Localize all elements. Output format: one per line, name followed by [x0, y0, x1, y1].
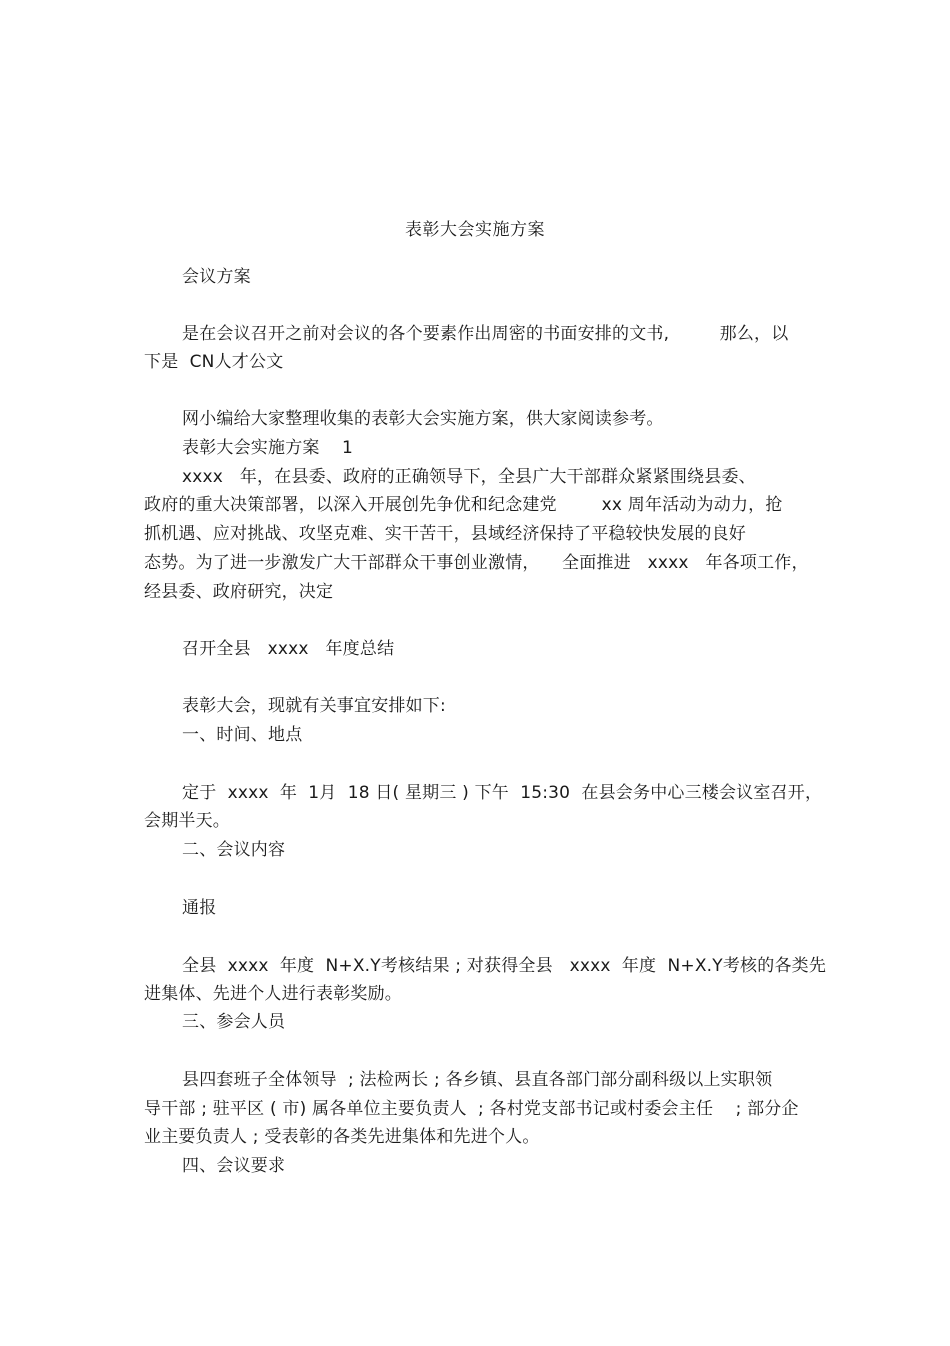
section-heading-meeting-plan: 会议方案	[182, 267, 251, 287]
paragraph-line: 通报	[182, 898, 217, 918]
paragraph-line: 定于 xxxx 年 1月 18 日( 星期三 ) 下午 15:30 在县会务中心三楼会议室召开，	[182, 783, 823, 803]
paragraph-line: 政府的重大决策部署，以深入开展创先争优和纪念建党 xx 周年活动为动力，抢	[144, 495, 783, 515]
paragraph-line: 召开全县 xxxx 年度总结	[182, 639, 395, 659]
paragraph-line: 进集体、先进个人进行表彰奖励。	[144, 984, 402, 1004]
paragraph-line: 县四套班子全体领导 ; 法检两长 ; 各乡镇、县直各部门部分副科级以上实职领	[182, 1070, 773, 1090]
paragraph-line: 是在会议召开之前对会议的各个要素作出周密的书面安排的文书, 那么，以	[182, 324, 789, 344]
paragraph-line: 态势。为了进一步激发广大干部群众干事创业激情， 全面推进 xxxx 年各项工作，	[144, 553, 809, 573]
paragraph-line: 抓机遇、应对挑战、攻坚克难、实干苦干，县域经济保持了平稳较快发展的良好	[144, 524, 746, 544]
document-title: 表彰大会实施方案	[405, 220, 545, 240]
section-heading-time-place: 一、时间、地点	[182, 725, 303, 745]
section-heading-meeting-content: 二、会议内容	[182, 840, 286, 860]
paragraph-line: 表彰大会，现就有关事宜安排如下:	[182, 696, 446, 716]
paragraph-line: 网小编给大家整理收集的表彰大会实施方案，供大家阅读参考。	[182, 409, 664, 429]
section-heading-meeting-requirements: 四、会议要求	[182, 1156, 286, 1176]
paragraph-line: xxxx 年，在县委、政府的正确领导下，全县广大干部群众紧紧围绕县委、	[182, 467, 756, 487]
paragraph-line: 业主要负责人 ; 受表彰的各类先进集体和先进个人。	[144, 1127, 540, 1147]
section-heading-plan-1: 表彰大会实施方案 1	[182, 438, 354, 458]
paragraph-line: 会期半天。	[144, 811, 230, 831]
paragraph-line: 全县 xxxx 年度 N+X.Y考核结果 ; 对获得全县 xxxx 年度 N+X.Y考核的各类先	[182, 956, 827, 976]
section-heading-attendees: 三、参会人员	[182, 1012, 286, 1032]
paragraph-line: 导干部 ; 驻平区 ( 市) 属各单位主要负责人 ; 各村党支部书记或村委会主任 ; 部分企	[144, 1099, 799, 1119]
paragraph-line: 下是 CN人才公文	[144, 352, 284, 372]
paragraph-line: 经县委、政府研究，决定	[144, 582, 334, 602]
